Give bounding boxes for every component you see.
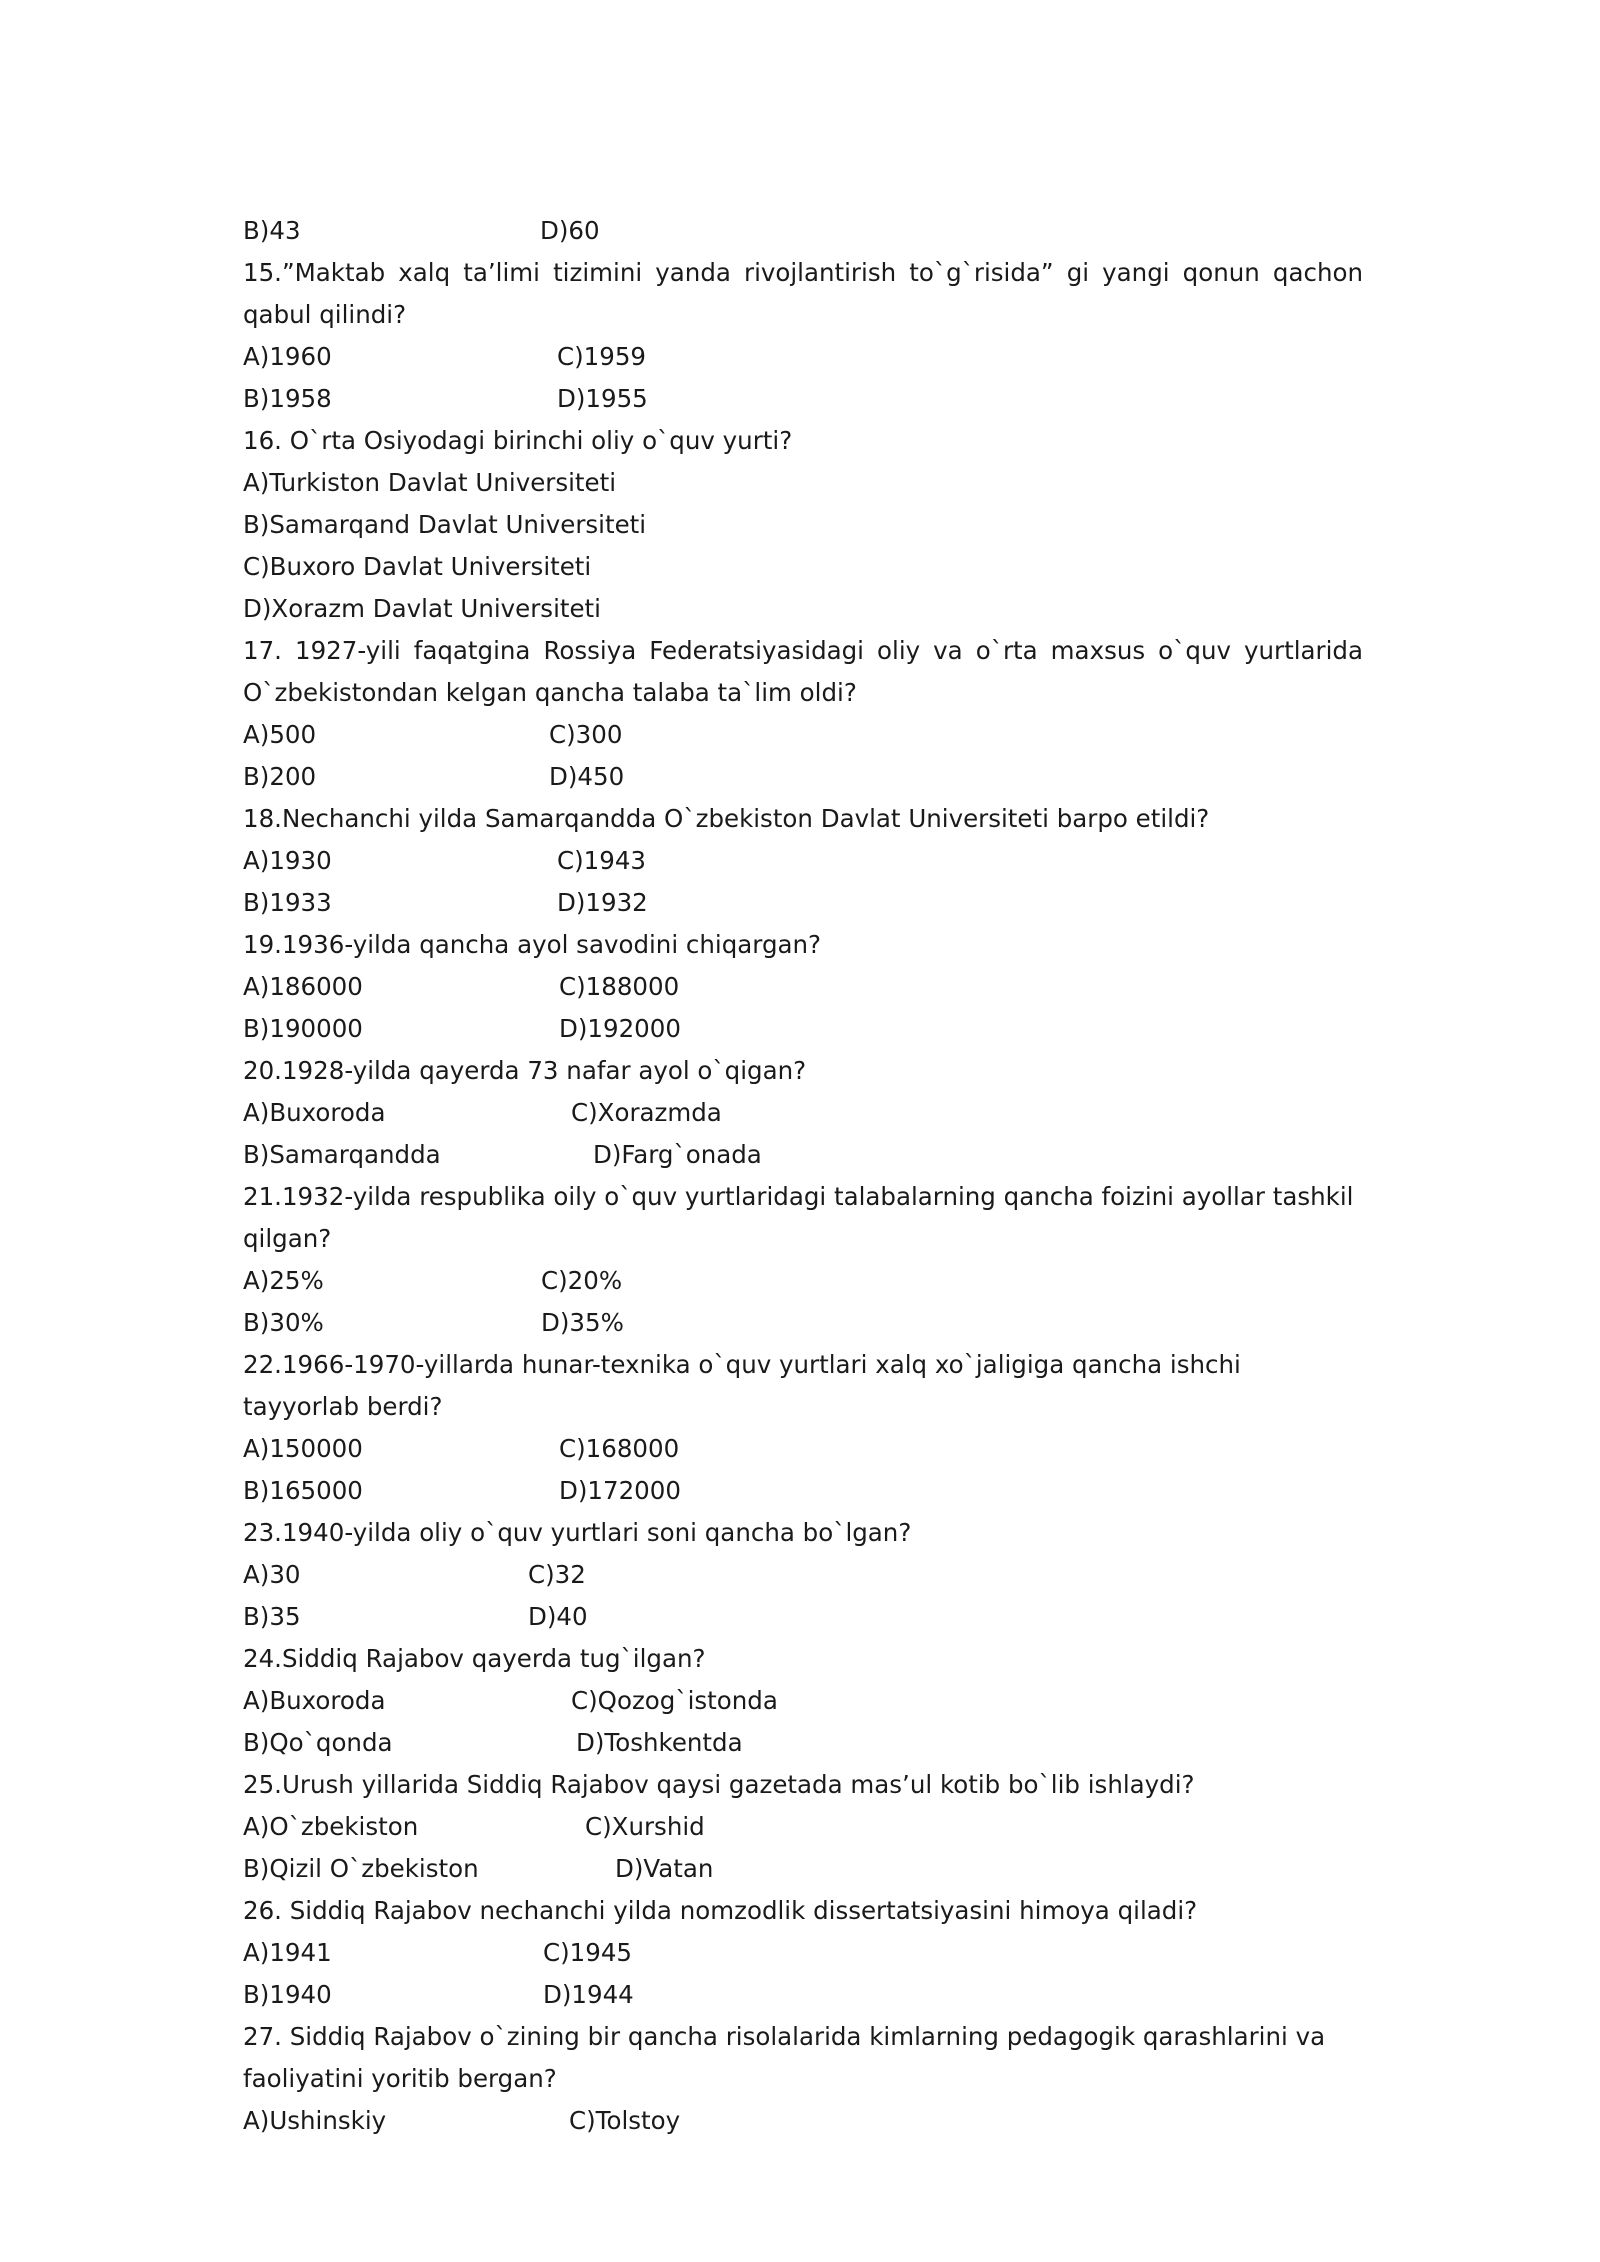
option-a: A)25% (243, 1266, 324, 1295)
options-row (243, 336, 1363, 378)
question-24: 24.Siddiq Rajabov qayerda tug`ilgan? (243, 1644, 706, 1673)
option-b: B)165000 (243, 1476, 363, 1505)
option-a: A)1941 (243, 1938, 332, 1967)
option-c: C)1945 (543, 1938, 633, 1967)
option-c: C)168000 (559, 1434, 680, 1463)
option-b: B)Samarqand Davlat Universiteti (243, 510, 647, 539)
options-row (243, 378, 1363, 420)
options-row (243, 1722, 1363, 1764)
option-b: B)200 (243, 762, 317, 791)
option-a: A)150000 (243, 1434, 363, 1463)
option-b: B)43 (243, 216, 301, 245)
question-25: 25.Urush yillarida Siddiq Rajabov qaysi gazetada mas’ul kotib bo`lib ishlaydi? (243, 1770, 1195, 1799)
option-c: C)300 (549, 720, 623, 749)
option-d: D)Farg`onada (593, 1140, 762, 1169)
options-row (243, 1806, 1363, 1848)
options-row (243, 1848, 1363, 1890)
options-row (243, 840, 1363, 882)
question-21: 21.1932-yilda respublika oily o`quv yurtlaridagi talabalarning qancha foizini ayollar tashkil qilgan? (243, 1182, 1354, 1253)
option-d: D)Toshkentda (576, 1728, 743, 1757)
option-d: D)60 (540, 216, 600, 245)
document-page (243, 210, 1363, 2142)
options-row (243, 1134, 1363, 1176)
question-23: 23.1940-yilda oliy o`quv yurtlari soni qancha bo`lgan? (243, 1518, 912, 1547)
option-b: B)1958 (243, 384, 332, 413)
options-row (243, 882, 1363, 924)
options-row (243, 1554, 1363, 1596)
option-d: D)1944 (543, 1980, 634, 2009)
question-20: 20.1928-yilda qayerda 73 nafar ayol o`qigan? (243, 1056, 807, 1085)
option-b: B)Samarqandda (243, 1140, 441, 1169)
question-19: 19.1936-yilda qancha ayol savodini chiqargan? (243, 930, 822, 959)
option-a: A)1930 (243, 846, 332, 875)
option-a: A)Turkiston Davlat Universiteti (243, 468, 617, 497)
question-17: 17. 1927-yili faqatgina Rossiya Federatsiyasidagi oliy va o`rta maxsus o`quv yurtlarida O`zbekistondan kelgan qancha talaba ta`lim oldi? (243, 636, 1363, 707)
option-c: C)188000 (559, 972, 680, 1001)
option-c: C)Buxoro Davlat Universiteti (243, 552, 592, 581)
options-row (243, 1302, 1363, 1344)
option-a: A)500 (243, 720, 317, 749)
option-d: D)Vatan (615, 1854, 714, 1883)
question-18: 18.Nechanchi yilda Samarqandda O`zbekiston Davlat Universiteti barpo etildi? (243, 804, 1210, 833)
options-row (243, 966, 1363, 1008)
options-row (243, 210, 1363, 252)
option-c: C)1959 (557, 342, 647, 371)
option-d: D)1932 (557, 888, 648, 917)
option-c: C)32 (528, 1560, 586, 1589)
option-a: A)186000 (243, 972, 363, 1001)
option-b: B)190000 (243, 1014, 363, 1043)
options-row (243, 1596, 1363, 1638)
option-b: B)Qo`qonda (243, 1728, 393, 1757)
option-c: C)Xorazmda (571, 1098, 722, 1127)
option-d: D)Xorazm Davlat Universiteti (243, 594, 601, 623)
question-26: 26. Siddiq Rajabov nechanchi yilda nomzodlik dissertatsiyasini himoya qiladi? (243, 1896, 1198, 1925)
question-22: 22.1966-1970-yillarda hunar-texnika o`quv yurtlari xalq xo`jaligiga qancha ishchi tayyorlab berdi? (243, 1350, 1241, 1421)
option-d: D)172000 (559, 1476, 681, 1505)
option-c: C)Xurshid (585, 1812, 705, 1841)
option-a: A)Buxoroda (243, 1098, 386, 1127)
options-row (243, 714, 1363, 756)
options-row (243, 1974, 1363, 2016)
options-row (243, 1092, 1363, 1134)
option-c: C)Qozog`istonda (571, 1686, 778, 1715)
options-row (243, 1470, 1363, 1512)
options-row (243, 1008, 1363, 1050)
options-row (243, 756, 1363, 798)
option-d: D)192000 (559, 1014, 681, 1043)
options-row (243, 1260, 1363, 1302)
option-d: D)40 (528, 1602, 588, 1631)
option-b: B)1933 (243, 888, 332, 917)
option-c: C)1943 (557, 846, 647, 875)
option-a: A)Ushinskiy (243, 2106, 387, 2135)
option-a: A)30 (243, 1560, 301, 1589)
question-15: 15.”Maktab xalq ta’limi tizimini yanda rivojlantirish to`g`risida” gi yangi qonun qachon qabul qilindi? (243, 258, 1363, 329)
option-b: B)1940 (243, 1980, 332, 2009)
options-row (243, 2100, 1363, 2142)
option-c: C)20% (541, 1266, 623, 1295)
options-row (243, 1932, 1363, 1974)
option-c: C)Tolstoy (569, 2106, 681, 2135)
option-d: D)450 (549, 762, 625, 791)
options-row (243, 1680, 1363, 1722)
option-a: A)O`zbekiston (243, 1812, 419, 1841)
option-d: D)1955 (557, 384, 648, 413)
option-b: B)30% (243, 1308, 324, 1337)
option-b: B)Qizil O`zbekiston (243, 1854, 479, 1883)
option-a: A)Buxoroda (243, 1686, 386, 1715)
option-d: D)35% (541, 1308, 624, 1337)
options-row (243, 1428, 1363, 1470)
option-a: A)1960 (243, 342, 332, 371)
question-16: 16. O`rta Osiyodagi birinchi oliy o`quv yurti? (243, 426, 793, 455)
option-b: B)35 (243, 1602, 301, 1631)
question-27: 27. Siddiq Rajabov o`zining bir qancha risolalarida kimlarning pedagogik qarashlarini va faoliyatini yoritib bergan? (243, 2022, 1326, 2093)
